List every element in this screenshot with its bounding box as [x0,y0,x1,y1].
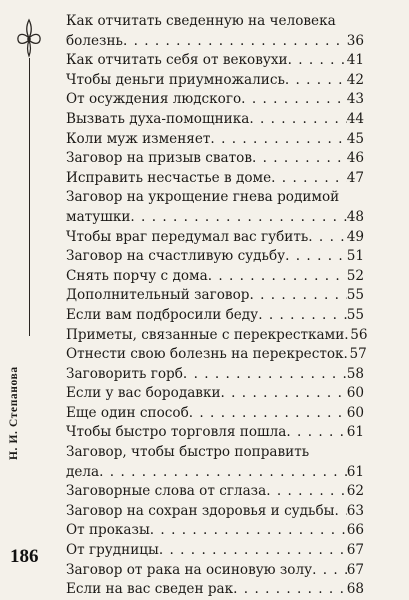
table-of-contents [66,12,368,600]
toc-entry-title: Если у вас бородавки [66,385,221,402]
toc-entry-page: 68 [346,581,364,598]
toc-entry-title: От грудницы [66,542,159,559]
toc-entry-page: 57 [349,346,367,363]
toc-entry-row [66,286,364,306]
toc-entry [66,71,364,91]
toc-entry [66,443,364,482]
toc-entry-row [66,326,368,346]
toc-entry-page: 47 [346,169,364,186]
toc-entry-page: 51 [346,248,364,265]
toc-entry-title: Заговор на призыв сватов [66,150,252,167]
dot-leader [130,208,346,228]
dot-leader [266,482,346,502]
toc-entry-page: 45 [346,130,364,147]
toc-entry-row [66,71,364,91]
dot-leader [308,228,346,248]
toc-entry [66,580,364,600]
toc-entry-title: Если на вас сведен рак [66,581,234,598]
toc-entry-row [66,51,364,71]
dot-leader [221,384,347,404]
dot-leader [249,110,346,130]
toc-entry-title: Заговор от рака на осиновую золу [66,561,313,578]
toc-entry-title: Чтобы деньги приумножались [66,71,285,88]
dot-leader [252,149,347,169]
toc-entry [66,51,364,71]
dot-leader [183,365,347,385]
toc-entry-page: 36 [346,32,364,49]
toc-entry-title: Заговорные слова от сглаза [66,483,267,500]
dot-leader [123,32,347,52]
running-head-author: Н. И. Степанова [8,366,20,460]
toc-entry-page: 61 [346,463,364,480]
toc-entry-title: От проказы [66,522,150,539]
dot-leader [334,502,346,522]
toc-entry [66,188,364,227]
toc-entry-page: 67 [346,542,364,559]
toc-entry-row [66,580,364,600]
toc-entry-title: болезнь [66,32,123,49]
toc-entry [66,90,364,110]
toc-entry [66,110,364,130]
dot-leader [99,463,347,483]
toc-entry-row [66,208,364,228]
toc-entry [66,404,364,424]
fleur-ornament-icon [14,18,44,58]
toc-entry [66,228,364,248]
toc-entry-page: 43 [346,91,364,108]
toc-entry-page: 46 [346,150,364,167]
toc-entry [66,247,364,267]
toc-entry-row [66,228,364,248]
toc-entry-page: 66 [346,522,364,539]
toc-entry-title: Снять порчу с дома [66,267,208,284]
toc-entry-row [66,110,364,130]
dot-leader [285,71,347,91]
dot-leader [286,423,346,443]
toc-entry [66,169,364,189]
toc-entry-title: Еще один способ [66,404,189,421]
dot-leader [271,169,347,189]
dot-leader [288,51,347,71]
toc-entry [66,306,364,326]
toc-entry-row [66,247,364,267]
toc-entry-row [66,345,367,365]
toc-entry-page: 60 [346,404,364,421]
margin-rule [29,58,30,336]
toc-entry-title: Вызвать духа-помощника [66,110,250,127]
toc-entry-title: Как отчитать себя от вековухи [66,52,288,69]
toc-entry [66,541,364,561]
toc-entry-row [66,463,364,483]
toc-entry-title: От осуждения людского [66,91,242,108]
toc-entry-page: 67 [346,561,364,578]
toc-entry-title: Если вам подбросили беду [66,306,259,323]
toc-entry [66,12,364,51]
toc-entry [66,326,368,346]
toc-entry-row [66,267,364,287]
toc-entry-row [66,365,364,385]
toc-entry-row [66,482,364,502]
toc-entry-title: матушки [66,208,131,225]
toc-entry-row [66,169,364,189]
toc-entry-row [66,90,364,110]
toc-entry-row [66,130,364,150]
toc-entry-page: 42 [346,71,364,88]
dot-leader [210,130,346,150]
toc-entry [66,286,364,306]
toc-entry-row [66,541,364,561]
dot-leader [241,90,347,110]
dot-leader [258,306,347,326]
dot-leader [150,521,347,541]
toc-entry-page: 55 [346,287,364,304]
toc-entry-row [66,404,364,424]
toc-entry [66,130,364,150]
toc-entry [66,365,364,385]
toc-entry [66,561,364,581]
page-number: 186 [10,546,39,567]
toc-entry-title: Дополнительный заговор [66,287,250,304]
toc-entry-page: 60 [346,385,364,402]
toc-entry [66,502,364,522]
toc-entry-page: 49 [346,228,364,245]
toc-entry-page: 58 [346,365,364,382]
toc-entry-title: Чтобы быстро торговля пошла [66,424,287,441]
toc-entry-page: 44 [346,110,364,127]
toc-entry-title: Чтобы враг передумал вас губить [66,228,309,245]
toc-entry-page: 41 [346,52,364,69]
dot-leader [285,247,347,267]
toc-entry [66,345,367,365]
toc-entry-row [66,149,364,169]
toc-entry-row [66,423,364,443]
toc-entry-page: 62 [346,483,364,500]
toc-entry [66,267,364,287]
toc-entry-row [66,561,364,581]
dot-leader [233,580,347,600]
dot-leader [189,404,347,424]
toc-entry-title: Заговор на сохран здоровья и судьбы [66,502,335,519]
toc-entry-row [66,306,364,326]
toc-entry [66,149,364,169]
dot-leader [249,286,346,306]
toc-entry [66,482,364,502]
toc-entry-title: дела [66,463,100,480]
toc-entry-page: 56 [350,326,368,343]
toc-entry-page: 48 [346,208,364,225]
toc-entry-title-line: Как отчитать сведенную на человека [66,13,336,29]
dot-leader [159,541,347,561]
toc-entry-page: 55 [346,306,364,323]
toc-entry [66,384,364,404]
toc-entry-title: Коли муж изменяет [66,130,211,147]
toc-entry-row [66,384,364,404]
toc-entry-title: Приметы, связанные с перекрестками [66,326,345,343]
toc-entry [66,423,364,443]
toc-entry-page: 63 [346,502,364,519]
toc-entry-title: Заговор на счастливую судьбу [66,248,286,265]
toc-entry-row [66,521,364,541]
toc-entry-page: 52 [346,267,364,284]
toc-entry-page: 61 [346,424,364,441]
dot-leader [208,267,347,287]
toc-entry-title-line: Заговор, чтобы быстро поправить [66,444,310,461]
toc-entry-row [66,502,364,522]
toc-entry-title-line: Заговор на укрощение гнева родимой [66,189,340,206]
toc-entry-title: Заговорить горб [66,365,183,382]
toc-entry-row [66,32,364,52]
toc-entry-title: Отнести свою болезнь на перекресток [66,346,344,363]
toc-entry-title: Исправить несчастье в доме [66,169,272,186]
dot-leader [312,561,347,581]
toc-entry [66,521,364,541]
